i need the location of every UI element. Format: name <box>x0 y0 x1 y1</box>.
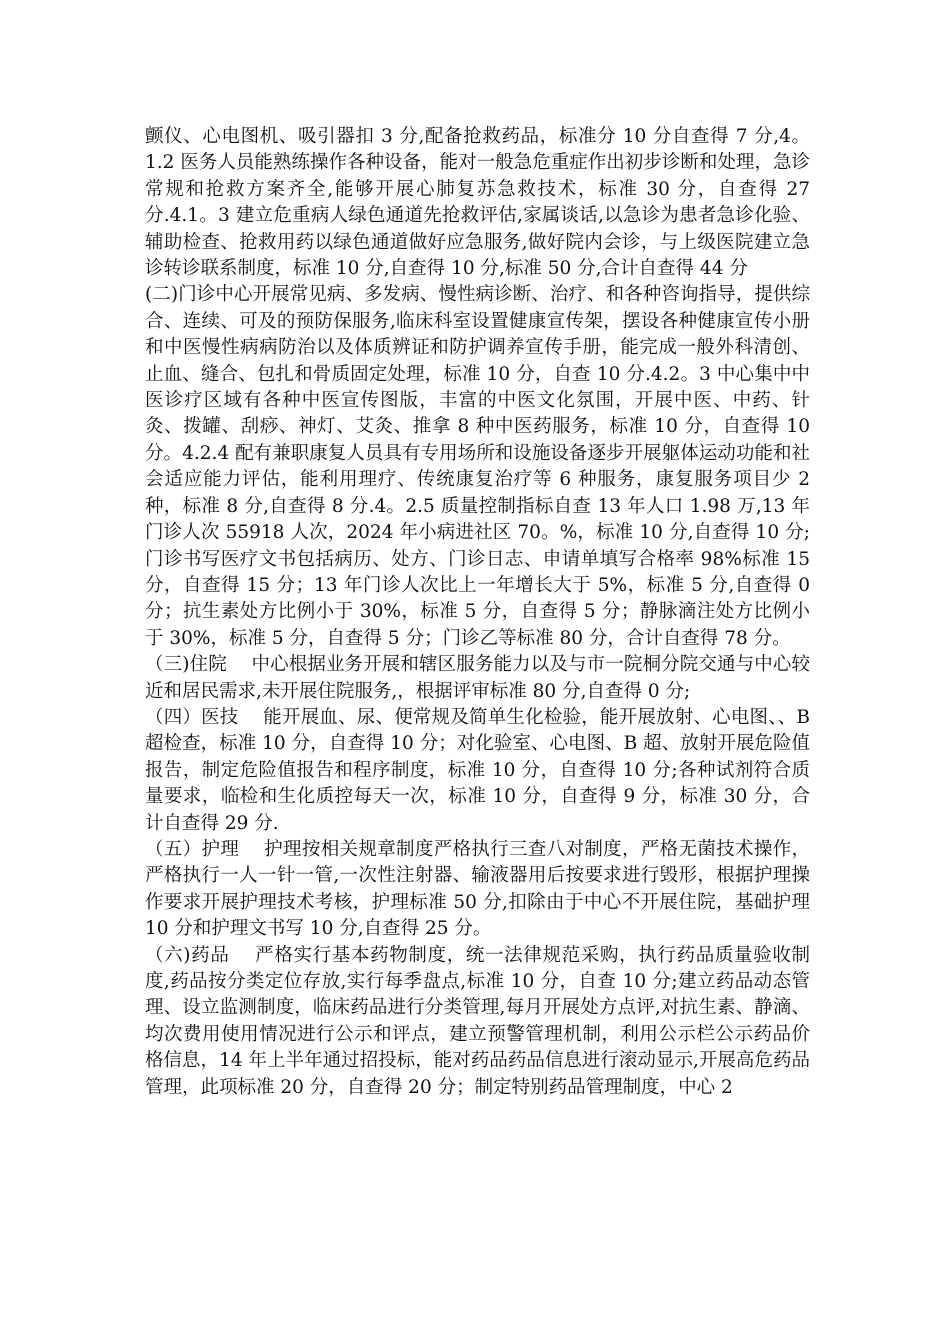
paragraph-nursing: （五）护理 护理按相关规章制度严格执行三查八对制度，严格无菌技术操作，严格执行一人一针一管,一次性注射器、输液器用后按要求进行毁形，根据护理操作要求开展护理技术考核，护理标准 50 分,扣除由于中心不开展住院，基础护理 10 分和护理文书写 10 分,自查得 25 分。 <box>145 838 810 940</box>
paragraph-inpatient: （三)住院 中心根据业务开展和辖区服务能力以及与市一院桐分院交通与中心较近和居民需求,未开展住院服务,，根据评审标准 80 分,自查得 0 分; <box>145 654 810 702</box>
paragraph-pharmacy: （六)药品 严格实行基本药物制度，统一法律规范采购，执行药品质量验收制度,药品按分类定位存放,实行每季盘点,标准 10 分，自查 10 分;建立药品动态管理、设立监测制度，临床药品进行分类管理,每月开展处方点评,对抗生素、静滴、均次费用使用情况进行公示和评点，建立预警管理机制，利用公示栏公示药品价格信息，14 年上半年通过招投标，能对药品药品信息进行滚动显示,开展高危药品管理，此项标准 20 分，自查得 20 分；制定特别药品管理制度，中心 2 <box>145 944 810 1098</box>
paragraph-medical-technology: （四）医技 能开展血、尿、便常规及简单生化检验，能开展放射、心电图、、B 超检查，标准 10 分，自查得 10 分；对化验室、心电图、B 超、放射开展危险值报告，制定危险值报告和程序制度，标准 10 分，自查得 10 分;各种试剂符合质量要求，临检和生化质控每天一次，标准 10 分，自查得 9 分，标准 30 分，合计自查得 29 分. <box>145 706 810 834</box>
paragraph-outpatient: (二)门诊中心开展常见病、多发病、慢性病诊断、治疗、和各种咨询指导，提供综合、连续、可及的预防保服务,临床科室设置健康宣传架，摆设各种健康宣传小册和中医慢性病病防治以及体质辨证和防护调养宣传手册，能完成一般外科清创、止血、缝合、包扎和骨质固定处理，标准 10 分，自查 10 分.4.2。3 中心集中中医诊疗区域有各种中医宣传图版，丰富的中医文化氛围，开展中医、中药、针灸、拨罐、刮痧、神灯、艾灸、推拿 8 种中医药服务，标准 10 分，自查得 10 分。4.2.4 配有兼职康复人员具有专用场所和设施设备逐步开展躯体运动功能和社会适应能力评估，能利用理疗、传统康复治疗等 6 种服务，康复服务项目少 2 种，标准 8 分,自查得 8 分.4。2.5 质量控制指标自查 13 年人口 1.98 万,13 年门诊人次 55918 人次，2024 年小病进社区 70。%，标准 10 分,自查得 10 分;门诊书写医疗文书包括病历、处方、门诊日志、申请单填写合格率 98%标准 15 分，自查得 15 分；13 年门诊人次比上一年增长大于 5%，标准 5 分,自查得 0 分；抗生素处方比例小于 30%，标准 5 分，自查得 5 分；静脉滴注处方比例小于 30%，标准 5 分，自查得 5 分；门诊乙等标准 80 分，合计自查得 78 分。 <box>145 284 810 649</box>
document-page <box>145 124 810 1101</box>
paragraph-emergency-continued: 颤仪、心电图机、吸引器扣 3 分,配备抢救药品，标准分 10 分自查得 7 分,4。1.2 医务人员能熟练操作各种设备，能对一般急危重症作出初步诊断和处理，急诊常规和抢救方案齐全,能够开展心肺复苏急救技术，标准 30 分，自查得 27 分.4.1。3 建立危重病人绿色通道先抢救评估,家属谈话,以急诊为患者急诊化验、辅助检查、抢救用药以绿色通道做好应急服务,做好院内会诊，与上级医院建立急诊转诊联系制度，标准 10 分,自查得 10 分,标准 50 分,合计自查得 44 分 <box>145 126 810 280</box>
